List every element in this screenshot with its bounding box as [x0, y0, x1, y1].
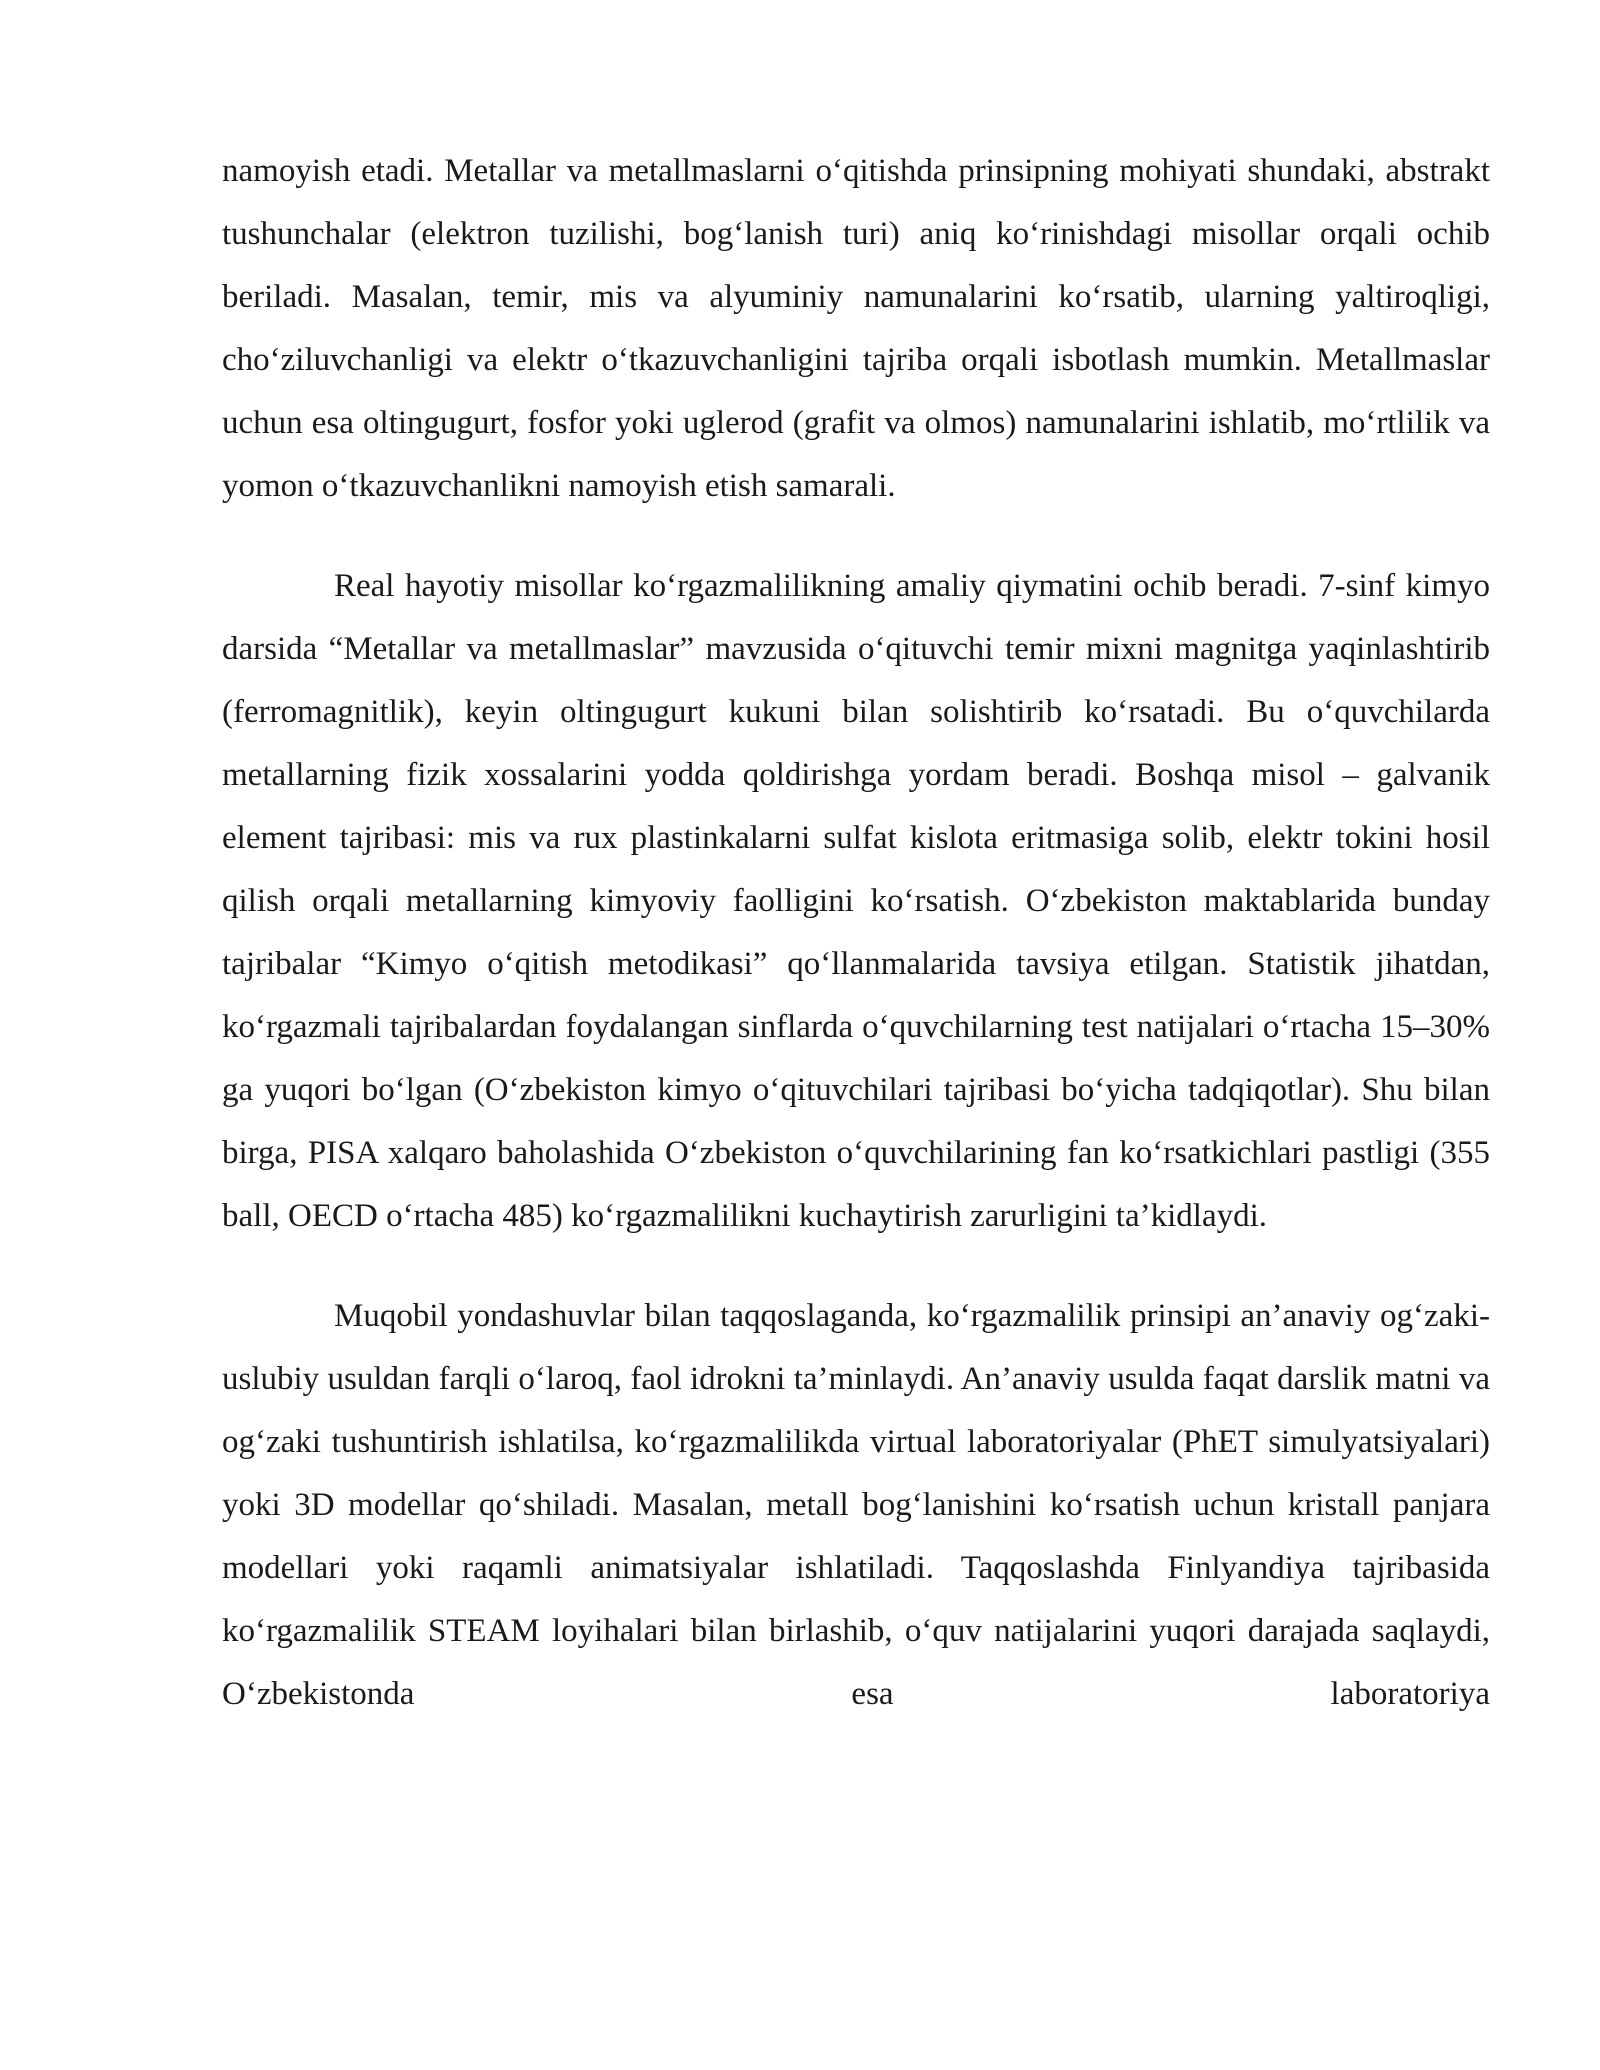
paragraph-3: Muqobil yondashuvlar bilan taqqoslaganda, ko‘rgazmalilik prinsipi an’anaviy og‘zaki-uslubiy usuldan farqli o‘laroq, faol idrokni ta’minlaydi. An’anaviy usulda faqat darslik matni va og‘zaki tushuntirish ishlatilsa, ko‘rgazmalilikda virtual laboratoriyalar (PhET simulyatsiyalari) yoki 3D modellar qo‘shiladi. Masalan, metall bog‘lanishini ko‘rsatish uchun kristall panjara modellari yoki raqamli animatsiyalar ishlatiladi. Taqqoslashda Finlyandiya tajribasida ko‘rgazmalilik STEAM loyihalari bilan birlashib, o‘quv natijalarini yuqori darajada saqlaydi, O‘zbekistonda esa laboratoriya [222, 1298, 1490, 1712]
document-page [222, 140, 1490, 1726]
paragraph-spacer [222, 518, 1490, 555]
paragraph-spacer [222, 1248, 1490, 1285]
paragraph-2: Real hayotiy misollar ko‘rgazmalilikning amaliy qiymatini ochib beradi. 7-sinf kimyo darsida “Metallar va metallmaslar” mavzusida o‘qituvchi temir mixni magnitga yaqinlashtirib (ferromagnitlik), keyin oltingugurt kukuni bilan solishtirib ko‘rsatadi. Bu o‘quvchilarda metallarning fizik xossalarini yodda qoldirishga yordam beradi. Boshqa misol – galvanik element tajribasi: mis va rux plastinkalarni sulfat kislota eritmasiga solib, elektr tokini hosil qilish orqali metallarning kimyoviy faolligini ko‘rsatish. O‘zbekiston maktablarida bunday tajribalar “Kimyo o‘qitish metodikasi” qo‘llanmalarida tavsiya etilgan. Statistik jihatdan, ko‘rgazmali tajribalardan foydalangan sinflarda o‘quvchilarning test natijalari o‘rtacha 15–30% ga yuqori bo‘lgan (O‘zbekiston kimyo o‘qituvchilari tajribasi bo‘yicha tadqiqotlar). Shu bilan birga, PISA xalqaro baholashida O‘zbekiston o‘quvchilarining fan ko‘rsatkichlari pastligi (355 ball, OECD o‘rtacha 485) ko‘rgazmalilikni kuchaytirish zarurligini ta’kidlaydi. [222, 568, 1490, 1234]
paragraph-1: namoyish etadi. Metallar va metallmaslarni o‘qitishda prinsipning mohiyati shundaki, abstrakt tushunchalar (elektron tuzilishi, bog‘lanish turi) aniq ko‘rinishdagi misollar orqali ochib beriladi. Masalan, temir, mis va alyuminiy namunalarini ko‘rsatib, ularning yaltiroqligi, cho‘ziluvchanligi va elektr o‘tkazuvchanligini tajriba orqali isbotlash mumkin. Metallmaslar uchun esa oltingugurt, fosfor yoki uglerod (grafit va olmos) namunalarini ishlatib, mo‘rtlilik va yomon o‘tkazuvchanlikni namoyish etish samarali. [222, 153, 1490, 504]
